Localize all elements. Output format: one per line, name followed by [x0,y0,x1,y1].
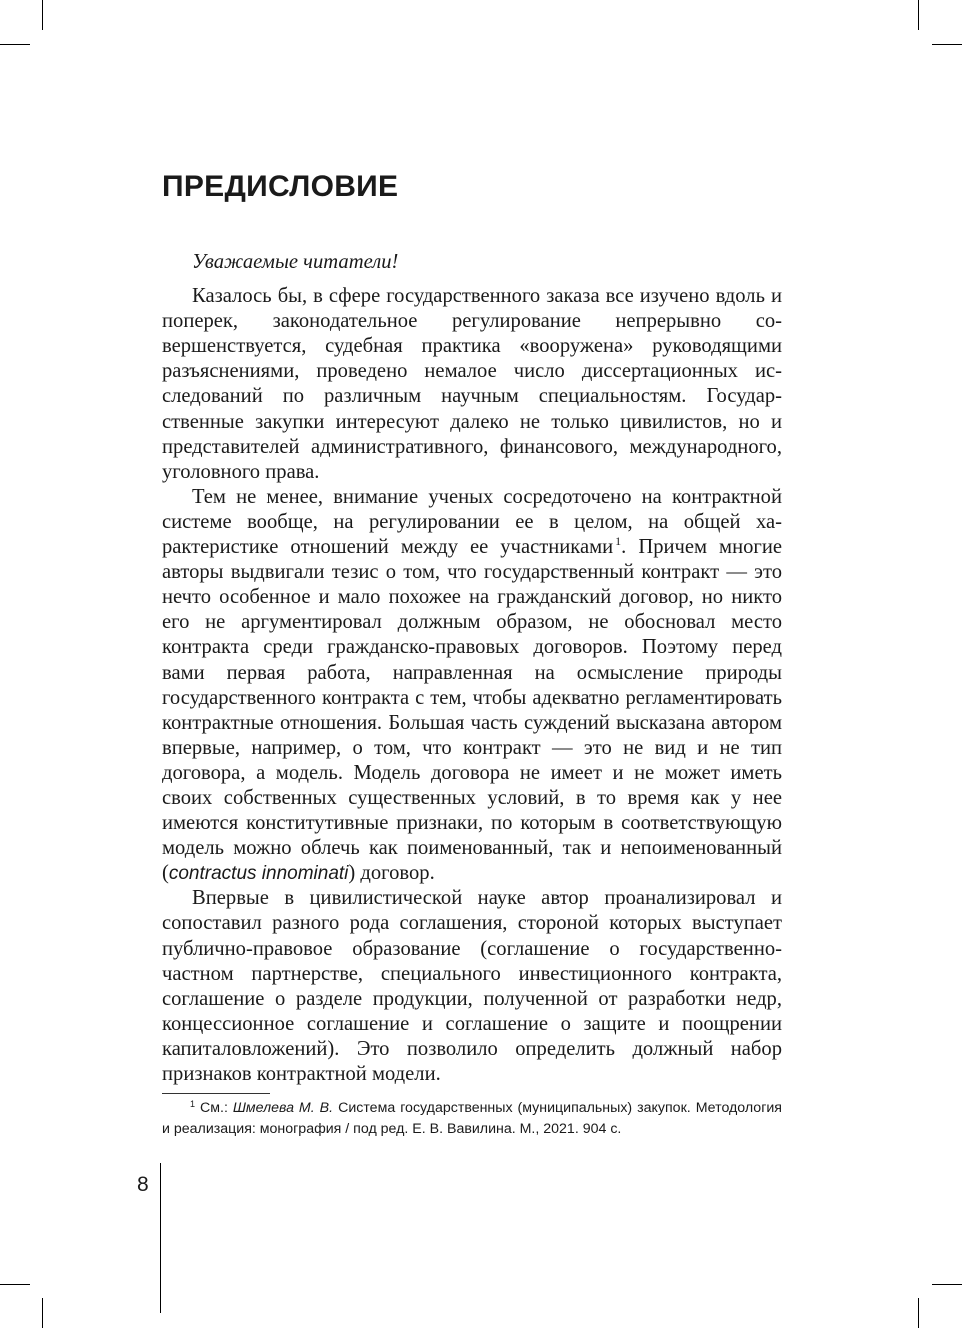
paragraph-1: Казалось бы, в сфере государственного заказа все изучено вдоль и поперек, законодательное регулирование непрерывно совершенствуется, судебная практика «вооружена» руководящими разъяснениями, проведено немалое число диссертационных исследований по различным научным специальностям. Государственные закупки интересуют далеко не только цивилистов, но и представителей административного, финансового, международного, уголовного права. [162,285,782,483]
footnote-separator [162,1093,270,1094]
crop-mark-top-right-horizontal [932,44,962,45]
crop-mark-top-left-horizontal [0,44,30,45]
paragraph-2 [162,485,782,887]
crop-mark-top-left-vertical [42,0,43,30]
paragraph-2-part-a: Тем не менее, внимание ученых сосредоточено на контрактной системе вообще, на регулировании ее в целом, на общей характеристике отношений между ее участниками [162,485,782,559]
footnote-author: Шмелева М. В. [232,1100,334,1116]
paragraph-3: Впервые в цивилистической науке автор проанализировал и сопоставил разного рода соглашения, стороной которых выступает публично-правовое образование (соглашение о государственно-частном партнерстве, специального инвестиционного контракта, соглашение о разделе продукции, полученной от разработки недр, концессионное соглашение и соглашение о защите и поощрении капиталовложений). Это позволило определить должный набор признаков контрактной модели. [162,887,782,1085]
footnote-reference[interactable]: 1 [615,534,622,549]
body-text [162,250,782,1087]
greeting: Уважаемые читатели! [192,251,399,273]
page-number-rule [160,1163,161,1313]
crop-mark-top-right-vertical [918,0,919,30]
latin-term: contractus innominati [168,863,349,885]
paragraph-2-part-b: . Причем многие авторы выдвигали тезис о том, что государственный контракт — это нечто особенное и мало похожее на гражданский договор, но никто его не аргументировал должным образом, не обосновал место контракта среди гражданско-правовых договоров. Поэтому перед вами первая работа, направленная на осмысление природы государственного контракта с тем, чтобы адекватно регламентировать контрактные отношения. Большая часть суждений высказана автором впервые, например, о том, что контракт — это не вид и не тип договора, а модель. Модель договора не имеет и не может иметь своих собственных существенных условий, в то время как у нее имеются конститутивные признаки, по которым в соответствующую модель можно облечь как поименованный, так и непоименованный ( [162,536,783,885]
crop-mark-bottom-right-horizontal [932,1284,962,1285]
page-number: 8 [137,1173,149,1196]
crop-mark-bottom-left-horizontal [0,1284,30,1285]
crop-mark-bottom-left-vertical [42,1298,43,1328]
footnote-text: Система государственных (муниципальных) закупок. Методология и реализация: монография / под ред. Е. В. Вавилина. М., 2021. 904 с. [162,1100,782,1137]
paragraph-2-part-c: ) договор. [348,862,435,885]
page-heading: ПРЕДИСЛОВИЕ [162,170,399,203]
crop-mark-bottom-right-vertical [918,1298,919,1328]
footnote [162,1098,782,1140]
footnote-prefix: См.: [195,1100,233,1116]
footnote-number: 1 [190,1099,196,1109]
